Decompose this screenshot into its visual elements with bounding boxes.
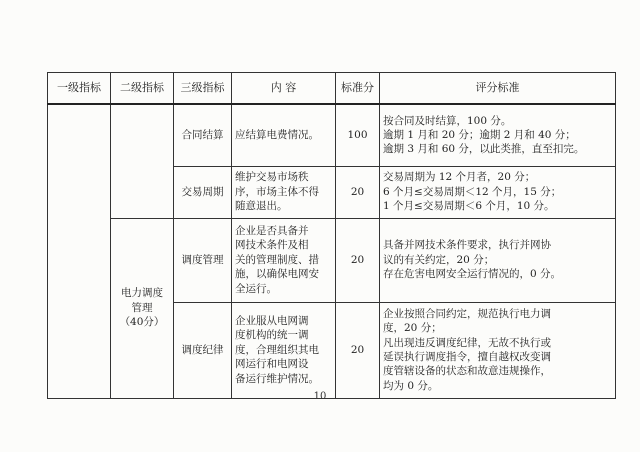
level1-cell [48,104,111,398]
level3-cell: 合同结算 [174,104,232,166]
level3-cell: 交易周期 [174,166,232,218]
content-line: 施，以确保电网安 [235,268,319,281]
content-line: 网运行和电网设 [235,358,309,371]
criteria-line: 具备并网技术条件要求，执行并网协 [383,239,551,252]
content-cell [232,104,336,166]
criteria-line: 度，20 分； [383,322,442,335]
level2-cell [111,218,174,398]
score-cell: 20 [336,166,380,218]
criteria-line: 按合同及时结算，100 分。 [383,114,512,127]
level3-cell: 调度纪律 [174,302,232,398]
criteria-cell [380,166,616,218]
content-line: 企业是否具备并 [235,224,309,237]
criteria-line: 议的有关约定，20 分； [383,253,495,266]
content-cell [232,166,336,218]
criteria-cell [380,302,616,398]
criteria-line: 交易周期为 12 个月者，20 分； [383,171,536,184]
score-cell: 20 [336,218,380,302]
header-score: 标准分 [336,73,380,105]
criteria-line: 延误执行调度指令，擅自越权改变调 [383,351,551,363]
content-line: 全运行。 [235,282,277,295]
content-line: 企业服从电网调 [235,314,309,327]
score-cell: 100 [336,104,380,166]
content-line: 序，市场主体不得 [235,185,319,198]
header-level3: 三级指标 [174,73,232,105]
level2-label-line: （40分） [119,316,165,329]
criteria-cell [380,104,616,166]
criteria-line: 逾期 1 月和 20 分；逾期 2 月和 40 分； [383,129,576,141]
level2-label-line: 电力调度 [121,287,163,300]
content-line: 度机构的统一调 [235,329,309,342]
content-line: 维护交易市场秩 [235,171,309,184]
criteria-line: 度管辖设备的状态和故意违规操作， [383,365,551,378]
content-line: 关的管理制度、措 [235,253,319,266]
level3-cell: 调度管理 [174,218,232,302]
criteria-line: 1 个月≤交易周期＜6 个月，10 分。 [383,200,555,213]
criteria-cell [380,218,616,302]
content-line: 度，合理组织其电 [235,343,319,356]
evaluation-table [47,72,616,399]
header-content: 内 容 [232,73,336,105]
level2-cell-empty [111,104,174,218]
header-level1: 一级指标 [48,73,111,105]
page-number: 10 [313,391,327,402]
content-cell [232,302,336,398]
content-line: 应结算电费情况。 [235,129,319,141]
table-header-row [48,73,616,105]
criteria-line: 6 个月≤交易周期＜12 个月，15 分； [383,185,562,198]
header-level2: 二级指标 [111,73,174,105]
criteria-line: 均为 0 分。 [383,379,439,392]
level2-label-line: 管理 [131,301,153,314]
criteria-line: 存在危害电网安全运行情况的，0 分。 [383,268,562,281]
content-line: 网技术条件及相 [235,239,309,252]
criteria-line: 凡出现违反调度纪律，无故不执行或 [383,336,551,349]
content-line: 随意退出。 [235,200,288,213]
table-row [48,218,616,302]
content-line: 备运行维护情况。 [235,372,319,385]
table-row [48,104,616,166]
criteria-line: 逾期 3 月和 60 分，以此类推，直至扣完。 [383,143,585,156]
score-cell: 20 [336,302,380,398]
content-cell [232,218,336,302]
criteria-line: 企业按照合同约定，规范执行电力调 [383,307,551,320]
header-criteria: 评分标准 [380,73,616,105]
